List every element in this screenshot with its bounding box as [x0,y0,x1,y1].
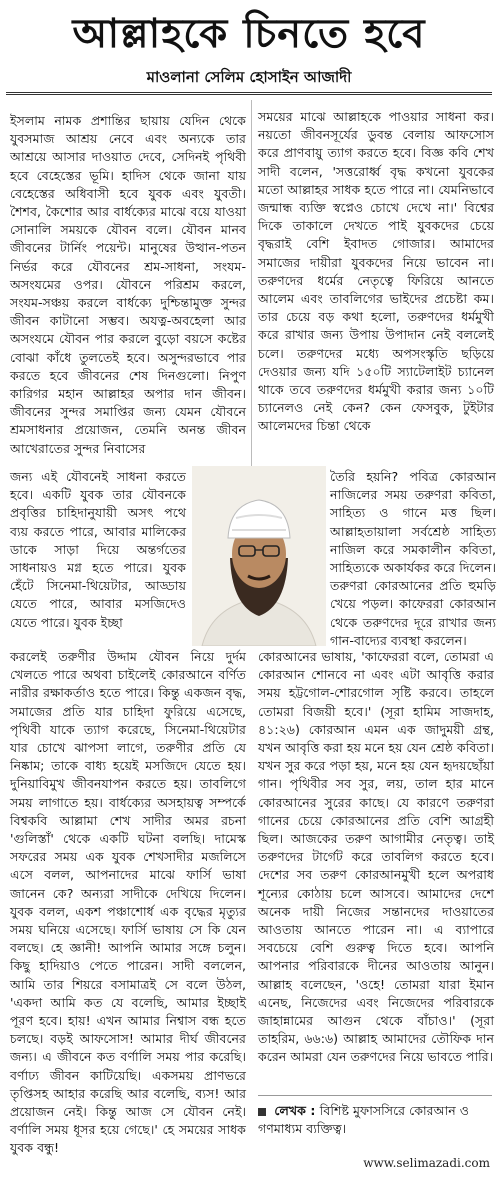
author-byline: মাওলানা সেলিম হোসাইন আজাদী [146,68,352,86]
left-column-bottom-text: করলেই তরুণীর উদ্দাম যৌবন নিয়ে দুর্দম খেলতে পারে অথবা চাইলেই কোরআনে বর্ণিত নারীর রক্ষাকর্তাও হতে পারে। কিন্তু একজন বৃদ্ধ, সমাজের প্রতি যার চাহিদা ফুরিয়ে এসেছে, পৃথিবী যাকে ত্যাগ করেছে, সিনেমা-থিয়েটার যার চোখে ঝাপসা লাগে, তরুণীর প্রতি যে নিষ্কাম; তাকে বাধ্য হয়েই মসজিদে যেতে হয়। দুনিয়াবিমুখ জীবনযাপন করতে হয়। তাবলিগে সময় লাগাতে হয়। বার্ধক্যের অসহায়ত্ব সম্পর্কে বিশ্বকবি আল্লামা শেখ সাদীর অমর রচনা 'গুলিস্তাঁ' থেকে একটি ঘটনা বলছি। দামেস্ক সফরের সময় এক যুবক শেখসাদীর মজলিসে এসে বলল, আপনাদের মাঝে ফার্সি ভাষা জানেন কে? অন্যরা সাদীকে দেখিয়ে দিলেন। যুবক বলল, একশ পঞ্চাশোর্ধ এক বৃদ্ধের মৃত্যুর সময় ঘনিয়ে এসেছে। ফার্সি ভাষায় সে কি যেন বলছে। হে জ্ঞানী! আপনি আমার সঙ্গে চলুন। কিছু হাদিয়াও পেতে পারেন। সাদী বললেন, আমি তার শিয়রে বসামাত্রই সে বলে উঠল, 'একদা আমি কত যে বলেছি, আমার ইচ্ছাই পূরণ হবে। হায়! এখন আমার নিশ্বাস বন্ধ হতে চলছে। বড়ই আফসোস! আমার দীর্ঘ জীবনের জন্য। এ জীবনে কত বর্ণালি সময় পার করেছি। বর্ণাঢ্য জীবন কাটিয়েছি। একসময় প্রাণভরে তৃপ্তিসহ আহার করেছি আর বলেছি, ব্যস! আর প্রয়োজন নেই। কিন্তু আজ সে যৌবন নেই। বর্ণালি সময় ধূসর হয়ে গেছে।' হে সময়ের সাধক যুবক বন্ধু! [10,649,246,1156]
square-bullet-icon [258,1108,266,1116]
writer-divider [258,1095,492,1096]
right-column-bottom-text: কোরআনের ভাষায়, 'কাফেররা বলে, তোমরা এ কোরআন শোনবে না এবং এটা আবৃত্তি করার সময় হট্টগোল-শোরগোল সৃষ্টি করবে। তাহলে তোমরা বিজয়ী হবে।' (সূরা হামিম সাজদাহ, ৪১:২৬) কোরআন এমন এক জাদুময়ী গ্রন্থ, যখন আবৃত্তি করা হয় মনে হয় যেন শ্রেষ্ঠ কবিতা। যখন সুর করে পড়া হয়, মনে হয় যেন হৃদয়ছোঁয়া গান। পৃথিবীর সব সুর, লয়, তাল হার মানে কোরআনের সুরের কাছে। যে কারণে তরুণরা গানের চেয়ে কোরআনের প্রতি বেশি আগ্রহী ছিল। আজকের তরুণ আগামীর নেতৃত্ব। তাই তরুণদের টার্গেট করে তাবলিগ করতে হবে। দেশের সব তরুণ কোরআনমুখী হলে অপরাধ শূন্যের কোঠায় চলে আসবে। আমাদের দেশে অনেক দায়ী নিজের সন্তানদের দাওয়াতের আওতায় আনতে পারেন না। এ ব্যাপারে সবচেয়ে বেশি গুরুত্ব দিতে হবে। আপনি আপনার পরিবারকে দীনের আওতায় আনুন। আল্লাহ বলেছেন, 'ওহে! তোমরা যারা ইমান এনেছ, নিজেদের এবং নিজেদের পরিবারকে জাহান্নামের আগুন থেকে বাঁচাও।' (সূরা তাহরিম, ৬৬:৬) আল্লাহ আমাদের তৌফিক দান করেন আমরা যেন তরুণদের নিয়ে ভাবতে পারি। [258,649,494,1065]
article-title: আল্লাহকে চিনতে হবে [72,11,426,57]
left-column-mid-text: জন্য এই যৌবনেই সাধনা করতে হবে। একটি যুবক তার যৌবনকে প্রবৃত্তির চাহিদানুযায়ী অসৎ পথে ব্যয় করতে পারে, আবার মালিকের ডাকে সাড়া দিয়ে অন্তর্গতের সাধনায়ও মগ্ন হতে পারে। যুবক হেঁটে সিনেমা-থিয়েটার, আড্ডায় যেতে পারে, আবার মসজিদেও যেতে পারে। যুবক ইচ্ছা [10,469,186,630]
website-link[interactable]: www.selimazadi.com [363,1156,490,1170]
right-column-top-text: সময়ের মাঝে আল্লাহকে পাওয়ার সাধনা কর। নয়তো জীবনসূর্যের ডুবন্ত বেলায় আফসোস করে প্রাণবায়ু ত্যাগ করতে হবে। বিজ্ঞ কবি শেখ সাদী বলেন, 'সত্তরোর্ধ্ব বৃদ্ধ কখনো যুবকের মতো আল্লাহর সাধক হতে পারে না। যেমনিভাবে জন্মান্ধ ব্যক্তি স্বপ্নেও চোখে দেখে না।' বিশ্বের দিকে তাকালে দেখতে পাই যুবকদের চেয়ে বৃদ্ধরাই বেশি ইবাদত গোজার। আমাদের সমাজের দায়ীরা যুবকদের নিয়ে ভাবেন না। তরুণদের ধর্মের নেতৃত্বে ফিরিয়ে আনতে আলেম এবং তাবলিগের ভাইদের প্রচেষ্টা কম। তার চেয়ে বড় কথা হলো, তরুণদের ধর্মমুখী করে রাখার জন্য উপায় উপাদান নেই বললেই চলে। তরুণদের মধ্যে অপসংস্কৃতি ছড়িয়ে দেওয়ার জন্য যদি ১৫০টি স্যাটেলাইট চ্যানেল থাকে তবে তরুণদের ধর্মমুখী করার জন্য ১০টি চ্যানেলও নেই কেন? কেন ফেসবুক, টুইটার আলেমদের চিন্তা থেকে [258,109,494,434]
title-divider [6,92,492,95]
writer-description: বিশিষ্ট মুফাসসিরে কোরআন ও গণমাধ্যম ব্যক্তিত্ব। [258,1103,470,1137]
author-portrait-image [192,466,326,646]
writer-label: লেখক : [274,1103,316,1118]
left-column-top-text: ইসলাম নামক প্রশান্তির ছায়ায় যেদিন থেকে যুবসমাজ আশ্রয় নেবে এবং অন্যকে তার আশ্রয়ে আসার দাওয়াত দেবে, সেদিনই পৃথিবী হবে বেহেস্তের ভূমি। হাদিস থেকে জানা যায় বেহেস্তের অধিবাসী হবে যুবক এবং যুবতী। শৈশব, কৈশোর আর বার্ধক্যের মাঝে বয়ে যাওয়া সোনালি সময়কে যৌবন বলে। যৌবন মানব জীবনের টার্নিং পয়েন্ট। মানুষের উত্থান-পতন নির্ভর করে যৌবনের শ্রম-সাধনা, সংযম-অসংযমের ওপর। যৌবনে পরিশ্রম করলে, সংযম-সঞ্চয় করলে বার্ধক্যে দুশ্চিন্তামুক্ত সুন্দর জীবন কাটানো সম্ভব। অযত্ন-অবহেলা আর অসংযমে যৌবন পার করলে বুড়ো বয়সে কষ্টের বোঝা কাঁধে তুলতেই হবে। অসুন্দরভাবে পার করতে হবে জীবনের শেষ দিনগুলো। নিপুণ কারিগর মহান আল্লাহর অপার দান জীবন। জীবনের সুন্দর সমাপ্তির জন্য যেমন যৌবনে শ্রমসাধনার প্রয়োজন, তেমনি অনন্ত জীবন আখেরাতের সুন্দর নিবাসের [10,113,246,456]
writer-note [258,1102,494,1138]
author-photo [192,466,326,646]
right-column-mid-text: তৈরি হয়নি? পবিত্র কোরআন নাজিলের সময় তরুণরা কবিতা, সাহিত্য ও গানে মত্ত ছিল। আল্লাহতায়ালা সর্বশ্রেষ্ঠ সাহিত্য নাজিল করে সমকালীন কবিতা, সাহিত্যকে অকার্যকর করে দিলেন। তরুণরা কোরআনের প্রতি হুমড়ি খেয়ে পড়ল। কাফেররা কোরআন থেকে তরুণদের দূরে রাখার জন্য গান-বাদ্যের ব্যবস্থা করলেন। [330,469,496,648]
